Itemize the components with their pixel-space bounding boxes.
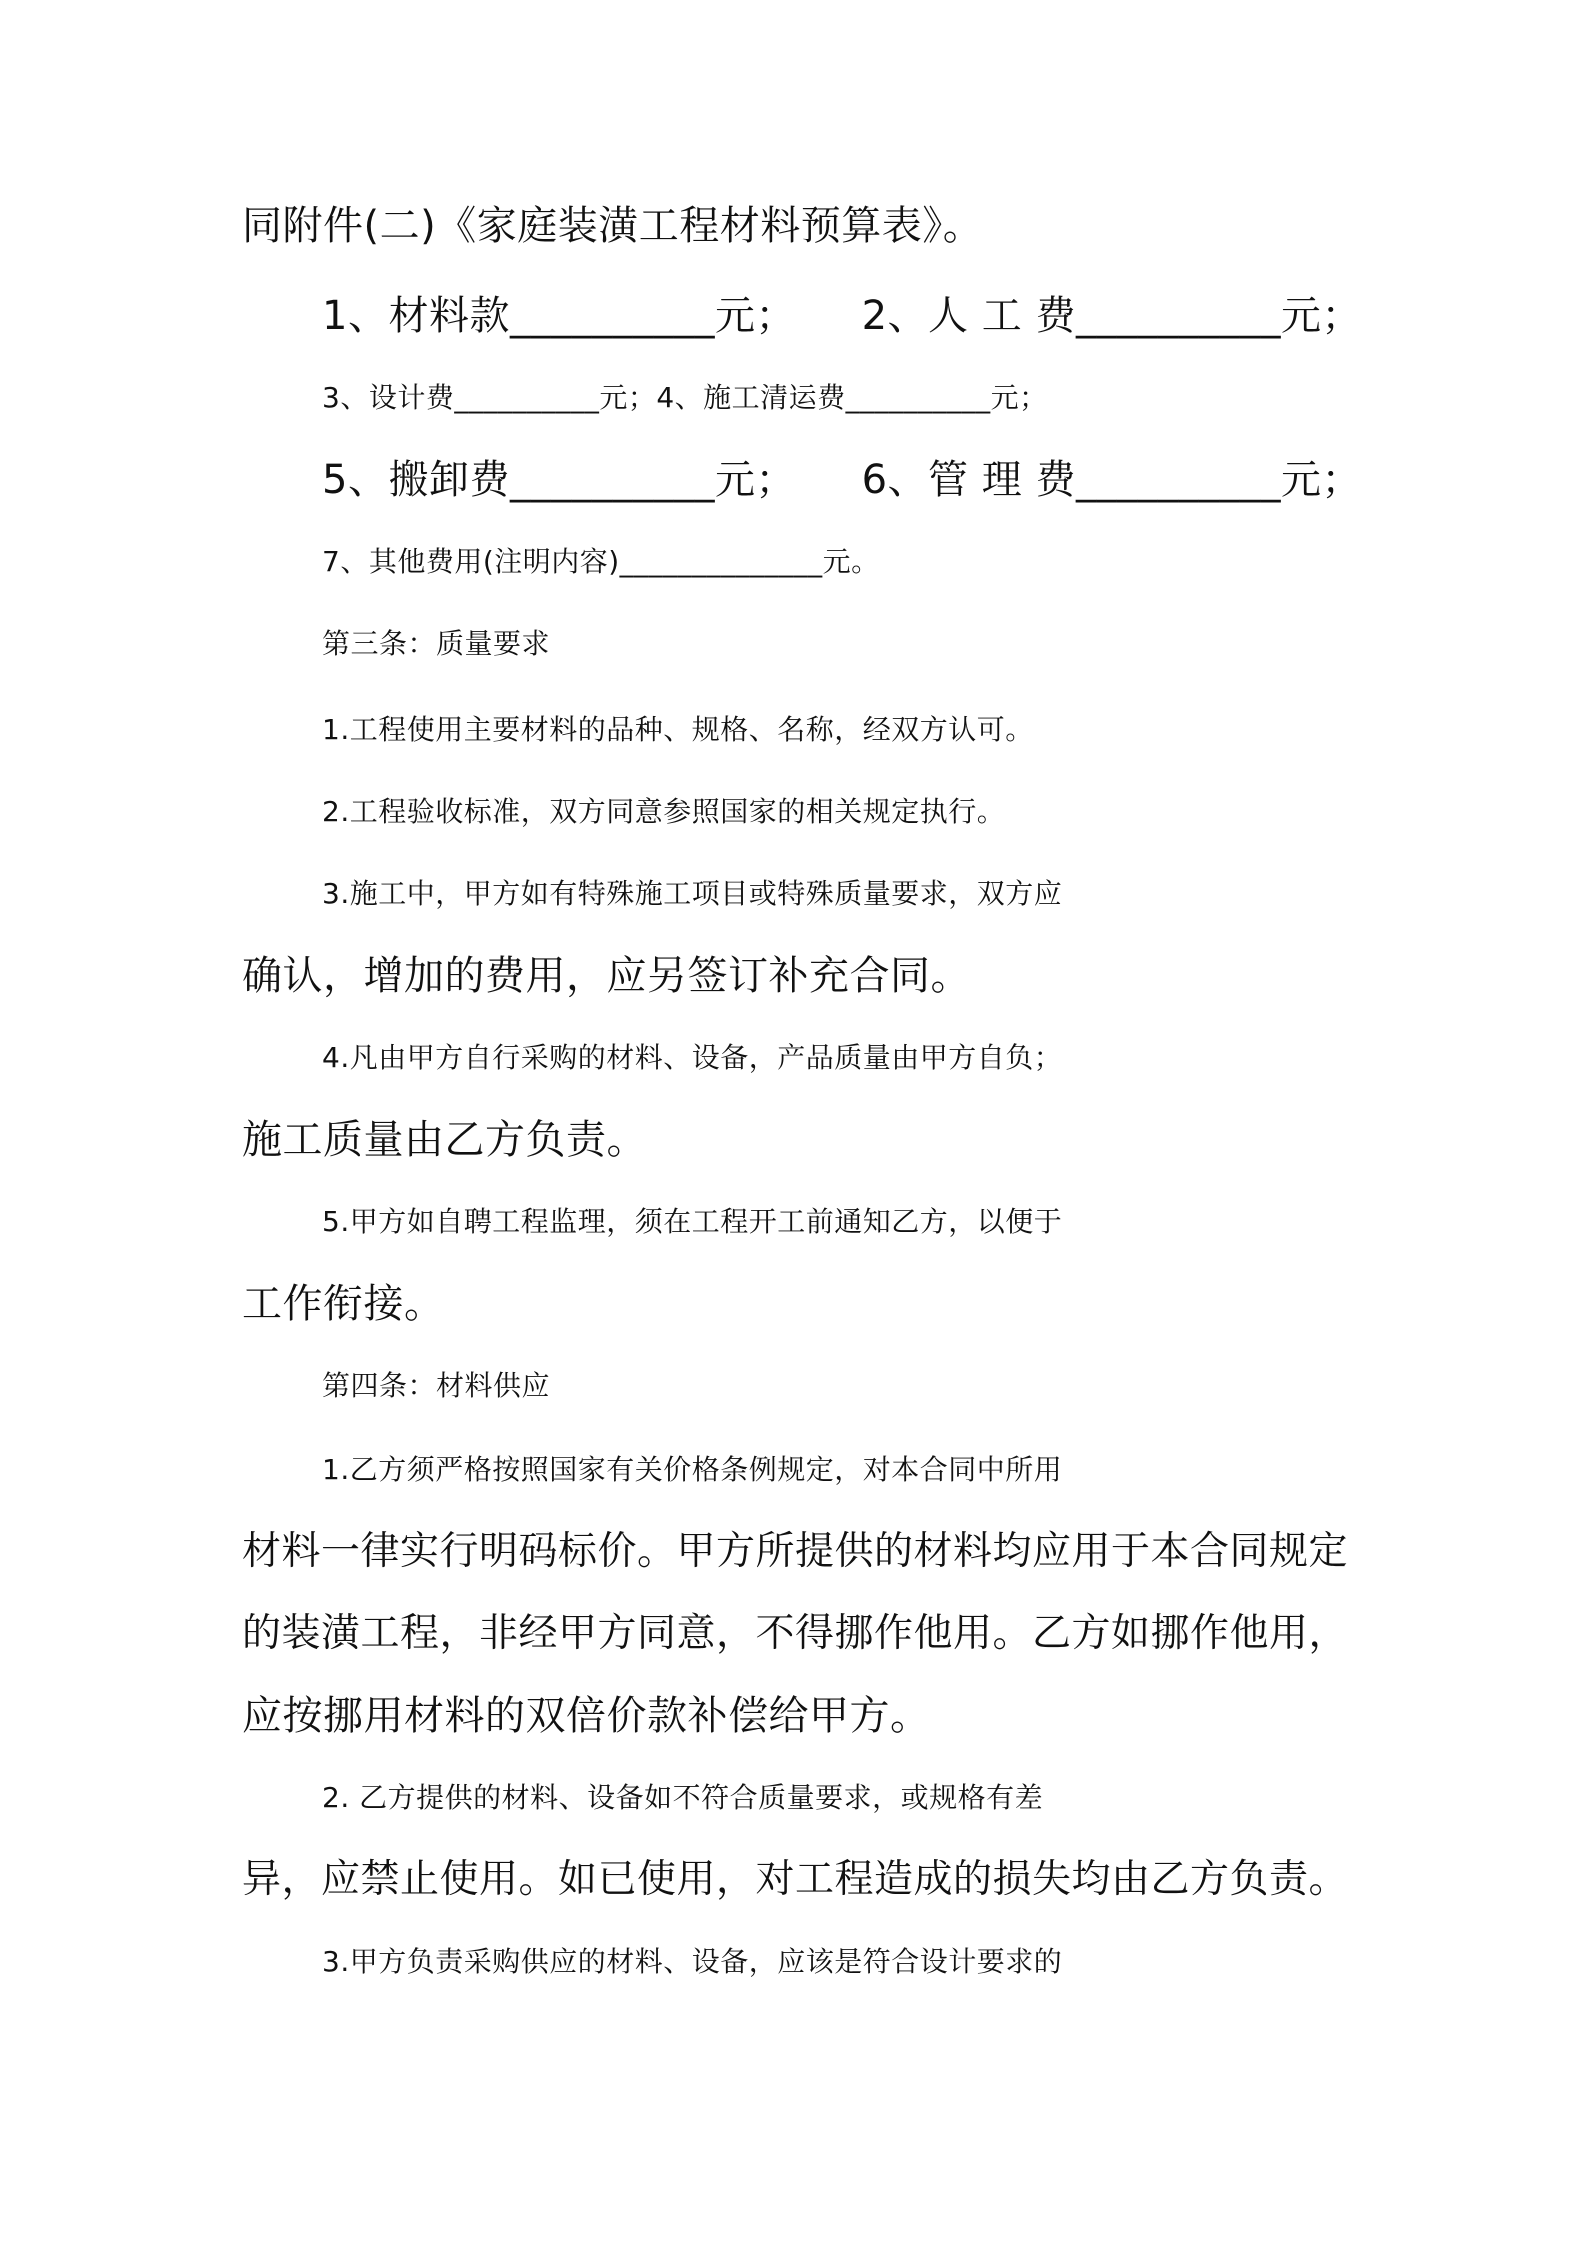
fee-row: 3、设计费__________元；4、施工清运费__________元； [322,381,1048,414]
text-line: 工作衔接。 [242,1281,445,1327]
text-line: 4.凡由甲方自行采购的材料、设备，产品质量由甲方自负； [322,1041,1063,1074]
text-line: 3.施工中，甲方如有特殊施工项目或特殊质量要求，双方应 [322,877,1063,910]
text-line: 同附件(二)《家庭装潢工程材料预算表》。 [242,203,984,249]
text-line: 确认，增加的费用，应另签订补充合同。 [242,953,971,999]
section-heading: 第四条：材料供应 [322,1369,551,1402]
text-line: 异，应禁止使用。如已使用，对工程造成的损失均由乙方负责。 [242,1857,1349,1902]
text-line: 2. 乙方提供的材料、设备如不符合质量要求，或规格有差 [322,1781,1044,1814]
fee-row [322,450,1362,510]
text-line: 应按挪用材料的双倍价款补偿给甲方。 [242,1693,931,1739]
fee-item: 1、材料款__________元； [322,293,796,339]
text-line: 材料一律实行明码标价。甲方所提供的材料均应用于本合同规定 [242,1529,1349,1574]
fee-row [322,286,1362,346]
text-line: 3.甲方负责采购供应的材料、设备，应该是符合设计要求的 [322,1945,1063,1978]
text-line: 1.工程使用主要材料的品种、规格、名称，经双方认可。 [322,713,1034,746]
fee-row: 7、其他费用(注明内容)______________元。 [322,545,880,578]
fee-item: 5、搬卸费__________元； [322,457,796,503]
section-heading: 第三条：质量要求 [322,627,551,660]
text-line: 施工质量由乙方负责。 [242,1117,647,1163]
text-line: 的装潢工程，非经甲方同意，不得挪作他用。乙方如挪作他用， [242,1611,1349,1656]
text-line: 2.工程验收标准，双方同意参照国家的相关规定执行。 [322,795,1006,828]
fee-item: 6、管 理 费__________元； [861,457,1362,503]
fee-item: 2、人 工 费__________元； [861,293,1362,339]
text-line: 1.乙方须严格按照国家有关价格条例规定，对本合同中所用 [322,1453,1063,1486]
text-line: 5.甲方如自聘工程监理，须在工程开工前通知乙方，以便于 [322,1205,1063,1238]
